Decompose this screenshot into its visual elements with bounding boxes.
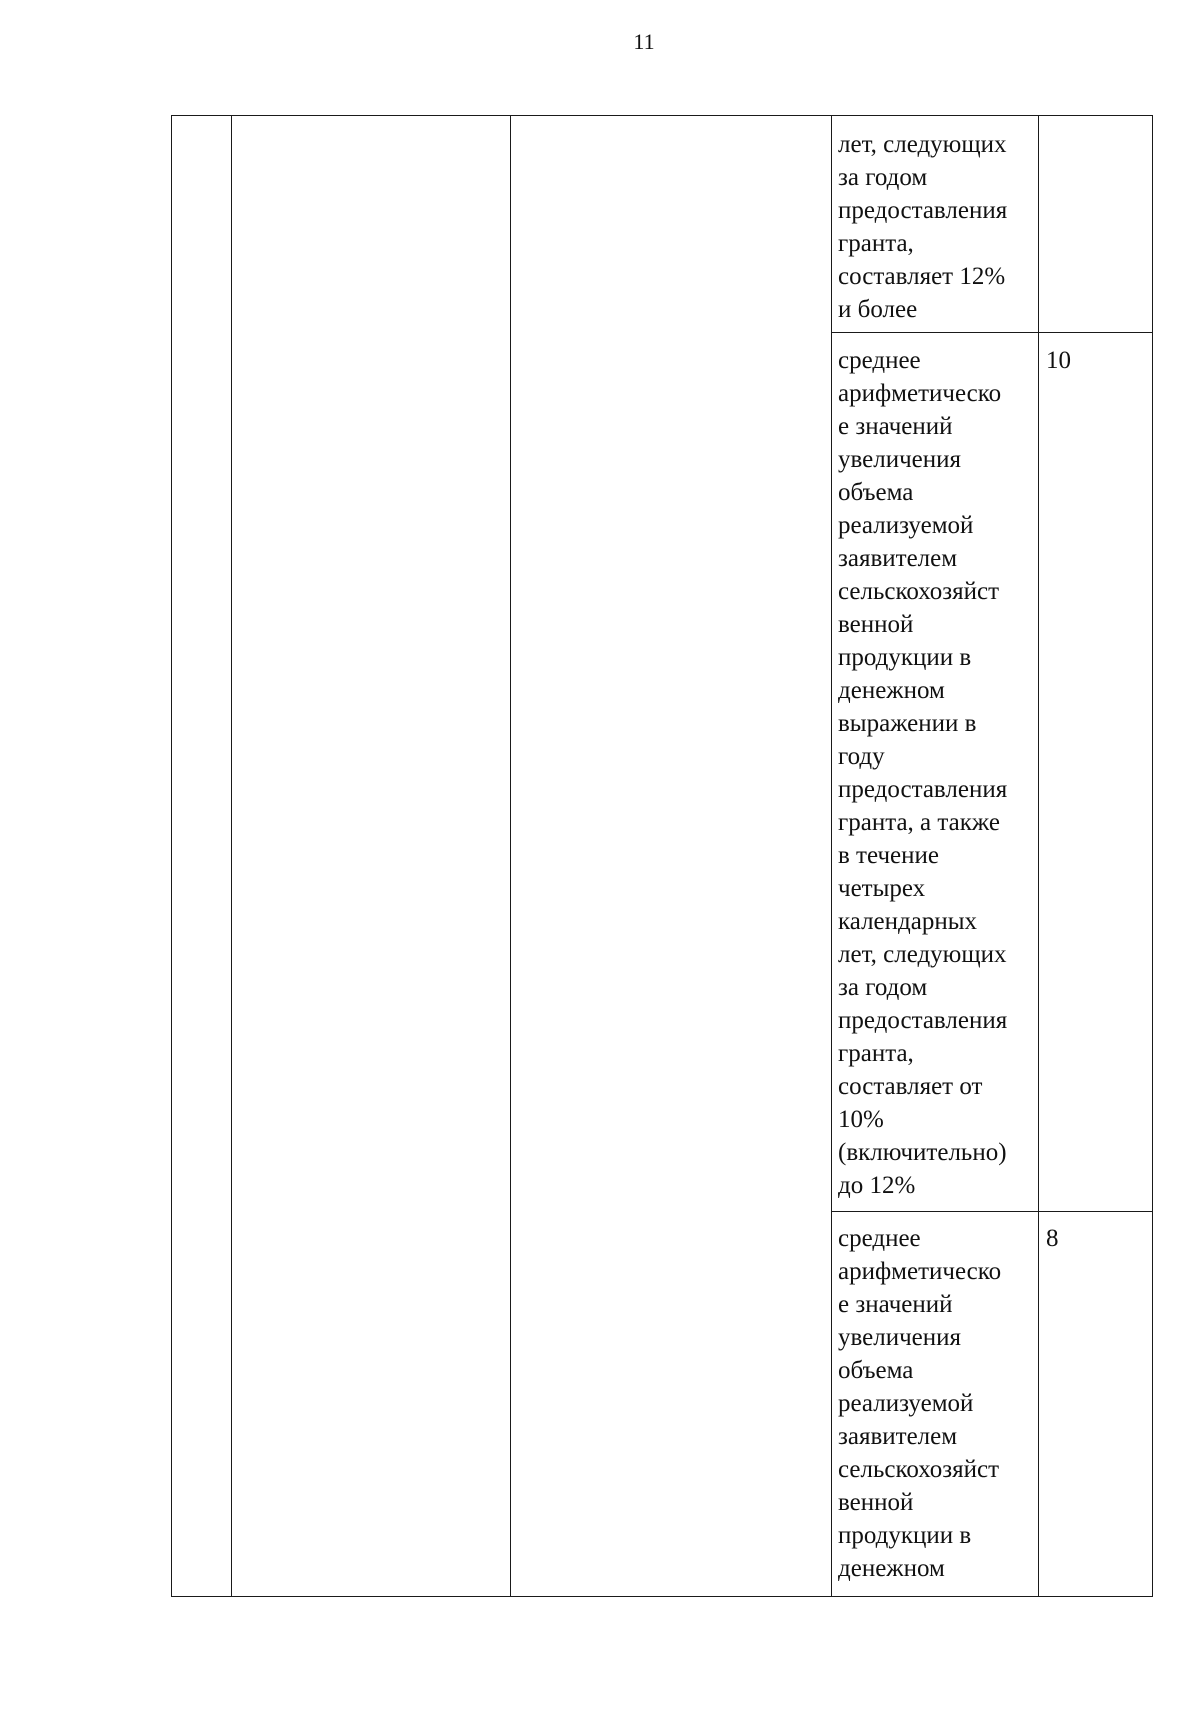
score-value: 10 (1046, 347, 1071, 374)
table-bottom-border (171, 1596, 1152, 1597)
page-number: 11 (633, 29, 655, 54)
table-top-border (171, 115, 1152, 116)
table-row-separator (831, 1211, 1152, 1212)
criterion-text: лет, следующих за годом предоставления гранта, составляет 12% и более (838, 131, 1008, 323)
table-column-line (831, 115, 832, 1597)
criterion-text: среднее арифметическо е значений увеличения объема реализуемой заявителем сельскохозяйст венной продукции в денежном выражении в году предоставления гранта, а также в течение четырех календарных лет, следующих за годом предоставления гранта, составляет от 10% (включительно) до 12% (838, 347, 1008, 1199)
table-column-line (231, 115, 232, 1597)
table-column-line (1152, 115, 1153, 1597)
table-column-line (510, 115, 511, 1597)
table-column-line (1038, 115, 1039, 1597)
criterion-text: среднее арифметическо е значений увеличения объема реализуемой заявителем сельскохозяйст венной продукции в денежном (838, 1225, 1002, 1582)
score-value: 8 (1046, 1225, 1059, 1252)
table-row-separator (831, 332, 1152, 333)
table-column-line (171, 115, 172, 1597)
